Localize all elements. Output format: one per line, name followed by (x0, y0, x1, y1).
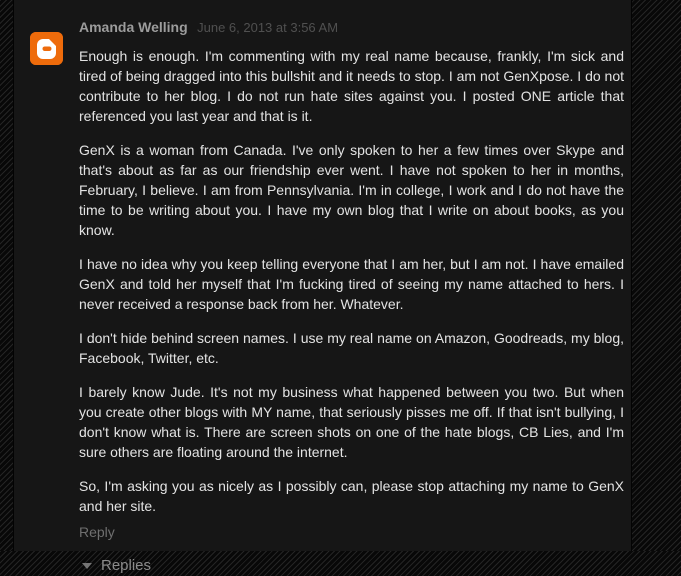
comment-paragraph: GenX is a woman from Canada. I've only spoken to her a few times over Skype and that's about as far as our friendship ever went. I have not spoken to her in months, February, I believe. I am from Pennsylvania. I'm in college, I work and I do not have the time to be writing about you. I have my own blog that I write on about books, as you know. (79, 142, 624, 238)
comment-paragraph: Enough is enough. I'm commenting with my real name because, frankly, I'm sick and tired of being dragged into this bullshit and it needs to stop. I am not GenXpose. I do not contribute to her blog. I do not run hate sites against you. I posted ONE article that referenced you last year and that is it. (79, 48, 624, 124)
comment-thread-panel (13, 0, 632, 574)
blogger-icon (30, 32, 63, 65)
reply-link[interactable]: Reply (79, 524, 115, 540)
comment (14, 17, 631, 576)
author-name-link[interactable]: Amanda Welling (79, 19, 188, 35)
replies-label: Replies (101, 557, 152, 574)
timestamp-link[interactable]: June 6, 2013 at 3:56 AM (197, 20, 339, 35)
comment-paragraph: I don't hide behind screen names. I use my real name on Amazon, Goodreads, my blog, Facebook, Twitter, etc. (79, 330, 624, 366)
replies-toggle[interactable] (82, 556, 624, 576)
commenter-avatar[interactable] (30, 32, 63, 65)
comment-paragraph: So, I'm asking you as nicely as I possibly can, please stop attaching my name to GenX and her site. (79, 478, 624, 514)
comment-paragraph: I have no idea why you keep telling everyone that I am her, but I am not. I have emailed GenX and told her myself that I'm fucking tired of seeing my name attached to hers. I never received a response back from her. Whatever. (79, 256, 624, 312)
comment-body (79, 46, 624, 516)
triangle-down-icon (82, 563, 92, 569)
comment-paragraph: I barely know Jude. It's not my business what happened between you two. But when you create other blogs with MY name, that seriously pisses me off. If that isn't bullying, I don't know what is. There are screen shots on one of the hate blogs, CB Lies, and I'm sure others are floating around the internet. (79, 384, 624, 460)
comment-header (79, 17, 624, 38)
